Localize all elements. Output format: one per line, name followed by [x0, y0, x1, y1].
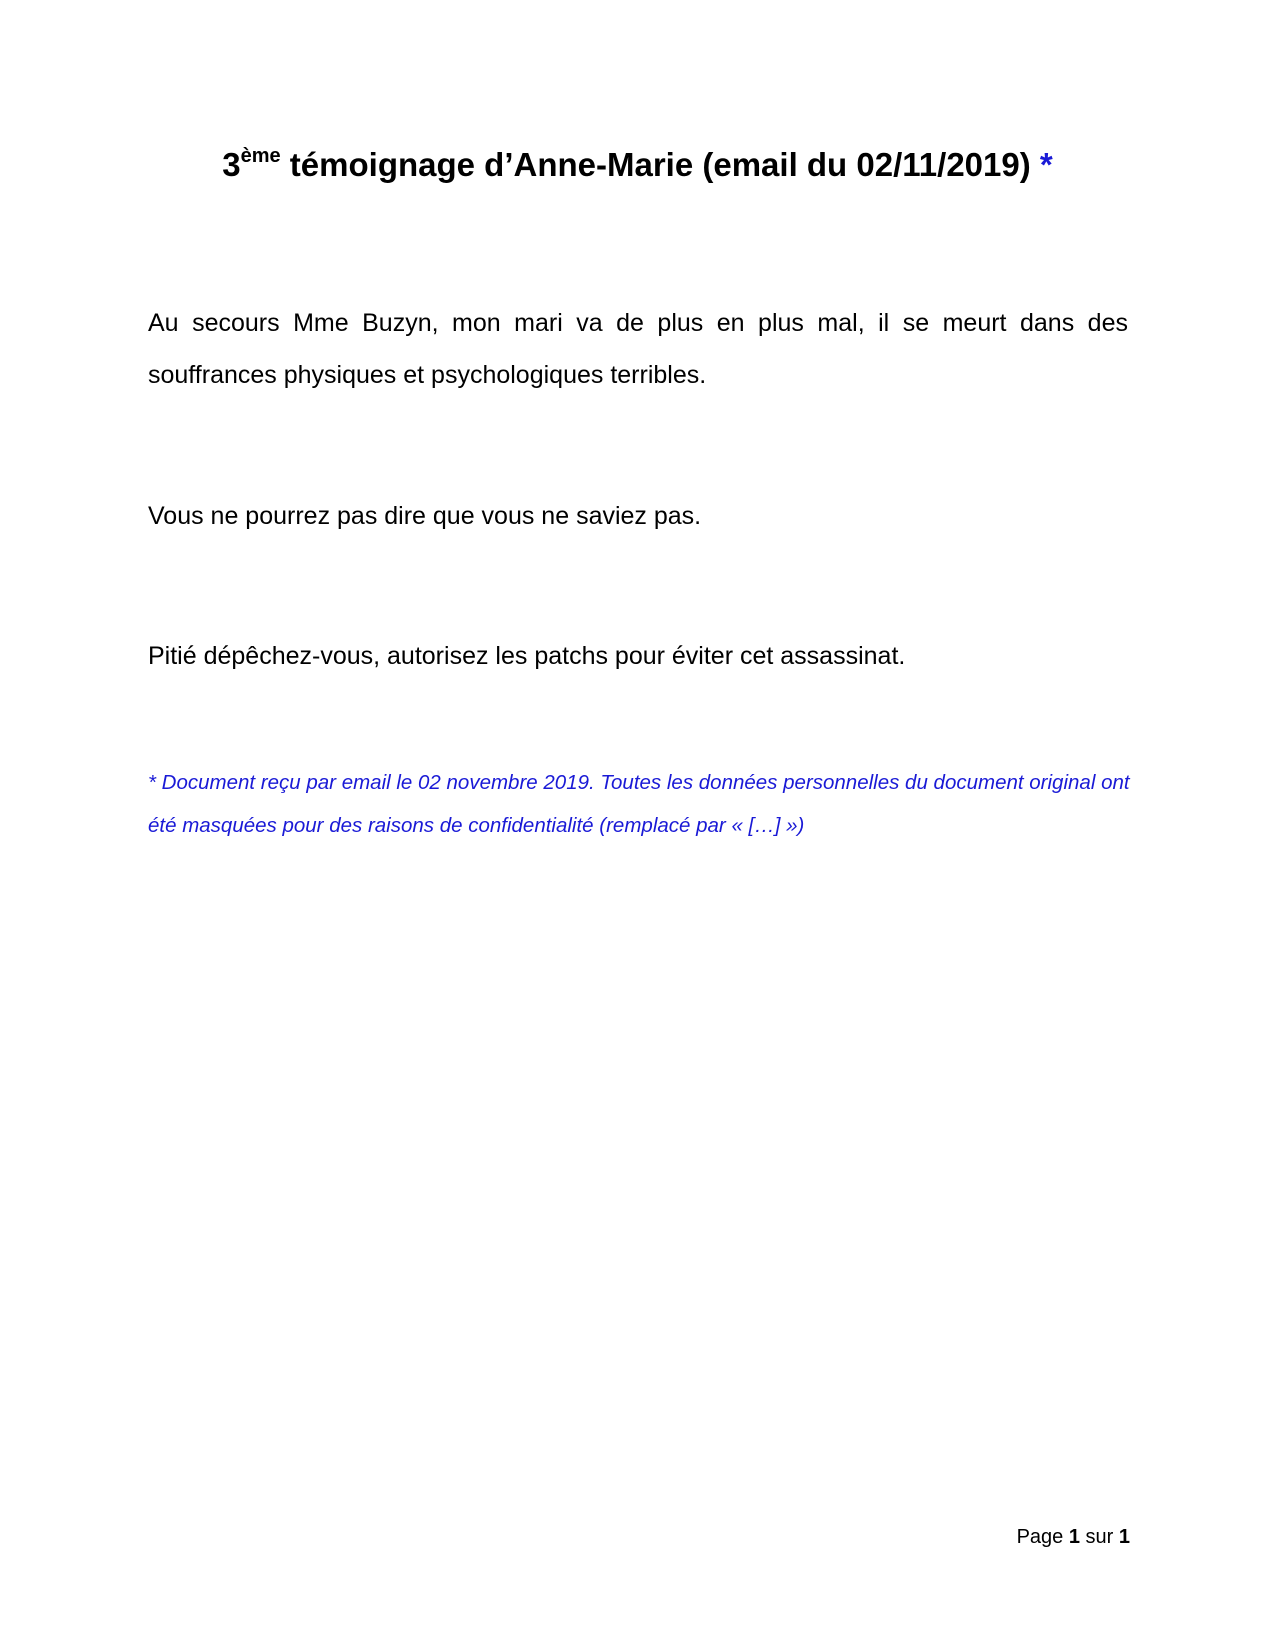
page-total: 1	[1118, 1526, 1130, 1548]
title-superscript: ème	[240, 145, 281, 167]
page-number	[1017, 1523, 1130, 1551]
page-title	[0, 140, 1275, 190]
paragraph-3: Pitié dépêchez-vous, autorisez les patchs pour éviter cet assassinat.	[148, 642, 906, 670]
paragraph-1: Au secours Mme Buzyn, mon mari va de plus en plus mal, il se meurt dans des souffrances physiques et psychologiques terribles.	[148, 309, 1128, 389]
title-asterisk: *	[1039, 146, 1053, 183]
title-number: 3	[222, 146, 241, 183]
page-label: Page	[1016, 1526, 1069, 1548]
paragraph-2: Vous ne pourrez pas dire que vous ne saviez pas.	[148, 502, 702, 530]
page-separator: sur	[1079, 1526, 1119, 1548]
title-text: témoignage d’Anne-Marie (email du 02/11/2019)	[280, 146, 1040, 183]
footnote: * Document reçu par email le 02 novembre 2019. Toutes les données personnelles du document original ont été masquées pour des raisons de confidentialité (remplacé par « […] »)	[148, 771, 1130, 837]
page-current: 1	[1068, 1526, 1080, 1548]
